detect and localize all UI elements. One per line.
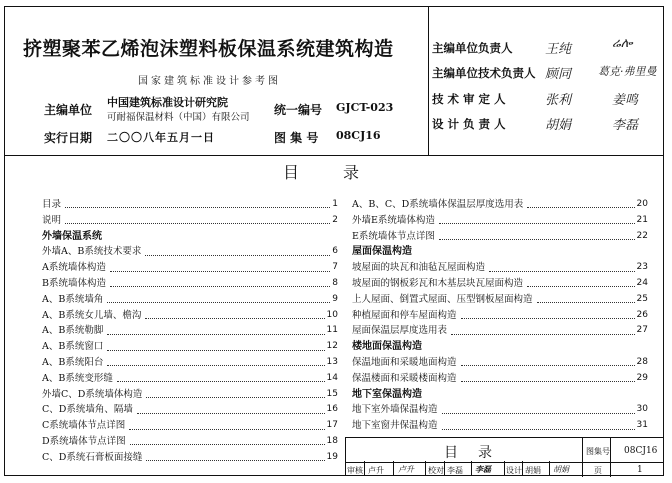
toc-entry-page: 18 xyxy=(326,435,338,446)
role-label-chief-unit: 主编单位负责人 xyxy=(432,41,513,55)
toc-entry-text: C系统墙体节点详图 xyxy=(42,418,127,434)
header-divider xyxy=(428,6,429,156)
toc-leader-dots xyxy=(145,255,330,256)
toc-entry-text: 坡屋面的钢板彩瓦和木基层块瓦屋面构造 xyxy=(352,276,525,292)
toc-leader-dots xyxy=(442,429,635,430)
toc-entry-page: 9 xyxy=(332,293,338,304)
toc-entry-text: A、B系统勒脚 xyxy=(42,323,105,339)
review-signature: 卢升 xyxy=(398,465,414,474)
toc-entry-text: 说明 xyxy=(42,213,63,229)
toc-entry xyxy=(42,323,338,339)
toc-section-heading xyxy=(352,339,648,355)
document-title: 挤塑聚苯乙烯泡沫塑料板保温系统建筑构造 xyxy=(23,38,394,60)
toc-leader-dots xyxy=(145,318,324,319)
toc-title: 目录 xyxy=(283,163,404,182)
review-name: 卢升 xyxy=(368,466,384,475)
toc-entry-text: 屋面保温构造 xyxy=(352,244,414,260)
toc-entry-page: 8 xyxy=(332,277,338,288)
toc-entry xyxy=(352,371,648,387)
toc-entry xyxy=(42,450,338,466)
toc-entry-page: 27 xyxy=(636,325,648,336)
toc-leader-dots xyxy=(110,271,330,272)
toc-entry xyxy=(352,213,648,229)
toc-entry-text: 上人屋面、倒置式屋面、压型钢板屋面构造 xyxy=(352,292,535,308)
signature-designer-1: 胡娟 xyxy=(545,118,572,133)
unified-no-label: 统一编号 xyxy=(274,103,323,117)
toc-entry xyxy=(42,276,338,292)
toc-entry xyxy=(42,260,338,276)
toc-leader-dots xyxy=(107,350,324,351)
toc-entry-page: 7 xyxy=(332,262,338,273)
toc-entry xyxy=(352,260,648,276)
toc-leader-dots xyxy=(107,334,324,335)
toc-leader-dots xyxy=(461,381,635,382)
toc-entry-text: 地下室外墙保温构造 xyxy=(352,402,440,418)
toc-entry-text: A、B系统墙角 xyxy=(42,292,105,308)
toc-entry-text: 地下室保温构造 xyxy=(352,387,424,403)
toc-entry xyxy=(352,276,648,292)
toc-entry-text: B系统墙体构造 xyxy=(42,276,108,292)
signature-designer-2: 李磊 xyxy=(612,118,639,133)
chief-unit-value-1: 中国建筑标准设计研究院 xyxy=(107,96,228,109)
toc-entry-text: 地下室窗井保温构造 xyxy=(352,418,440,434)
toc-section-heading xyxy=(352,244,648,260)
toc-entry-page: 17 xyxy=(326,420,338,431)
toc-entry-page: 29 xyxy=(636,372,648,383)
role-label-designer: 设 计 负 责 人 xyxy=(432,117,506,131)
toc-entry-page: 26 xyxy=(636,309,648,320)
toc-entry xyxy=(42,371,338,387)
toc-entry-page: 11 xyxy=(326,325,338,336)
toc-entry-page: 30 xyxy=(636,404,648,415)
toc-entry-text: 外墙A、B系统技术要求 xyxy=(42,244,143,260)
toc-entry-text: 保温地面和采暖地面构造 xyxy=(352,355,459,371)
toc-entry-text: C、D系统石膏板面接缝 xyxy=(42,450,144,466)
toc-entry-text: 坡屋面的块瓦和油毡瓦屋面构造 xyxy=(352,260,487,276)
toc-entry xyxy=(42,339,338,355)
toc-entry xyxy=(42,434,338,450)
toc-entry xyxy=(352,197,648,213)
toc-entry xyxy=(352,229,648,245)
impl-date-value: 二〇〇八年五月一日 xyxy=(107,131,215,144)
toc-entry-text: A、B、C、D系统墙体保温层厚度选用表 xyxy=(352,197,525,213)
atlas-no-value: 08CJ16 xyxy=(336,129,381,142)
role-label-tech-lead: 主编单位技术负责人 xyxy=(432,66,536,80)
toc-leader-dots xyxy=(451,334,635,335)
unified-no-value: GJCT-023 xyxy=(336,101,394,114)
signature-chief-unit-2: ሬሎ xyxy=(612,36,633,51)
toc-entry-text: A、B系统窗口 xyxy=(42,339,105,355)
toc-leader-dots xyxy=(461,365,635,366)
toc-leader-dots xyxy=(537,302,635,303)
title-block-atlas-label: 图集号 xyxy=(586,447,610,456)
toc-leader-dots xyxy=(107,365,324,366)
toc-entry xyxy=(42,387,338,403)
toc-leader-dots xyxy=(146,460,324,461)
toc-leader-dots xyxy=(461,318,635,319)
toc-entry xyxy=(42,292,338,308)
toc-leader-dots xyxy=(130,444,325,445)
toc-entry-text: 目录 xyxy=(42,197,63,213)
toc-leader-dots xyxy=(439,223,635,224)
toc-leader-dots xyxy=(110,286,330,287)
design-signature: 胡娟 xyxy=(553,465,569,474)
toc-entry-page: 24 xyxy=(636,277,648,288)
toc-leader-dots xyxy=(527,286,635,287)
toc-entry-page: 10 xyxy=(326,309,338,320)
toc-entry-page: 31 xyxy=(636,420,648,431)
check-label: 校对 xyxy=(428,466,444,475)
atlas-no-label: 图 集 号 xyxy=(274,131,319,145)
toc-entry xyxy=(352,292,648,308)
signature-chief-unit-1: 王纯 xyxy=(545,42,572,57)
toc-right-column xyxy=(352,197,648,434)
check-name: 李磊 xyxy=(447,466,463,475)
signature-tech-lead-2: 葛克·弗里曼 xyxy=(598,65,657,78)
toc-entry-page: 23 xyxy=(636,262,648,273)
toc-leader-dots xyxy=(107,302,330,303)
signature-tech-lead-1: 顾同 xyxy=(545,67,572,82)
toc-leader-dots xyxy=(442,413,635,414)
title-block-page-value: 1 xyxy=(637,465,643,475)
toc-entry-text: A、B系统女儿墙、檐沟 xyxy=(42,308,143,324)
toc-entry xyxy=(42,308,338,324)
toc-entry-page: 14 xyxy=(326,372,338,383)
signature-approver-2: 姜鸣 xyxy=(612,93,639,108)
toc-entry-text: 外墙C、D系统墙体构造 xyxy=(42,387,144,403)
toc-entry-page: 13 xyxy=(326,356,338,367)
toc-entry-page: 6 xyxy=(332,246,338,257)
toc-leader-dots xyxy=(65,207,330,208)
toc-entry-page: 25 xyxy=(636,293,648,304)
toc-leader-dots xyxy=(117,381,325,382)
toc-entry-page: 19 xyxy=(326,451,338,462)
toc-entry-text: 保温楼面和采暖楼面构造 xyxy=(352,371,459,387)
role-label-approver: 技 术 审 定 人 xyxy=(432,92,506,106)
toc-entry-text: A、B系统变形缝 xyxy=(42,371,115,387)
toc-entry-page: 15 xyxy=(326,388,338,399)
toc-entry-text: 屋面保温层厚度选用表 xyxy=(352,323,449,339)
toc-entry-text: 种植屋面和停车屋面构造 xyxy=(352,308,459,324)
toc-entry-page: 16 xyxy=(326,404,338,415)
title-block-page-label: 页 xyxy=(594,466,602,475)
design-label: 设计 xyxy=(506,466,522,475)
toc-entry xyxy=(42,197,338,213)
toc-entry-page: 20 xyxy=(636,199,648,209)
toc-entry-text: E系统墙体节点详图 xyxy=(352,229,437,245)
toc-entry xyxy=(42,244,338,260)
toc-left-column xyxy=(42,197,338,466)
toc-leader-dots xyxy=(527,207,634,208)
toc-entry xyxy=(42,355,338,371)
toc-entry xyxy=(42,418,338,434)
toc-entry xyxy=(352,355,648,371)
toc-entry-page: 1 xyxy=(332,199,338,209)
toc-entry-page: 12 xyxy=(326,341,338,352)
toc-entry xyxy=(352,402,648,418)
impl-date-label: 实行日期 xyxy=(44,131,93,145)
toc-entry-text: 外墙保温系统 xyxy=(42,229,104,245)
review-label: 审核 xyxy=(347,466,363,475)
toc-leader-dots xyxy=(439,239,635,240)
toc-entry xyxy=(42,402,338,418)
toc-entry-page: 22 xyxy=(636,230,648,241)
toc-entry xyxy=(352,418,648,434)
toc-entry xyxy=(352,323,648,339)
chief-unit-value-2: 可耐福保温材料（中国）有限公司 xyxy=(107,112,250,123)
toc-leader-dots xyxy=(129,429,324,430)
toc-entry-text: A、B系统阳台 xyxy=(42,355,105,371)
title-block-title: 目录 xyxy=(444,445,512,461)
toc-section-heading xyxy=(42,229,338,245)
toc-leader-dots xyxy=(489,271,635,272)
document-subtitle: 国家建筑标准设计参考图 xyxy=(138,76,281,87)
toc-entry-page: 28 xyxy=(636,356,648,367)
chief-unit-label: 主编单位 xyxy=(44,103,93,117)
check-signature: 李磊 xyxy=(475,464,491,474)
toc-entry-text: 楼地面保温构造 xyxy=(352,339,424,355)
title-block-atlas-value: 08CJ16 xyxy=(624,446,658,456)
toc-leader-dots xyxy=(146,397,324,398)
toc-entry-text: 外墙E系统墙体构造 xyxy=(352,213,437,229)
design-name: 胡娟 xyxy=(525,466,541,475)
toc-entry-page: 2 xyxy=(332,214,338,225)
toc-leader-dots xyxy=(65,223,330,224)
toc-entry-text: D系统墙体节点详图 xyxy=(42,434,128,450)
signature-approver-1: 张利 xyxy=(545,93,572,108)
toc-entry-text: A系统墙体构造 xyxy=(42,260,108,276)
toc-entry-page: 21 xyxy=(636,214,648,225)
toc-entry xyxy=(352,308,648,324)
toc-section-heading xyxy=(352,387,648,403)
toc-entry xyxy=(42,213,338,229)
toc-leader-dots xyxy=(137,413,325,414)
toc-entry-text: C、D系统墙角、隔墙 xyxy=(42,402,135,418)
